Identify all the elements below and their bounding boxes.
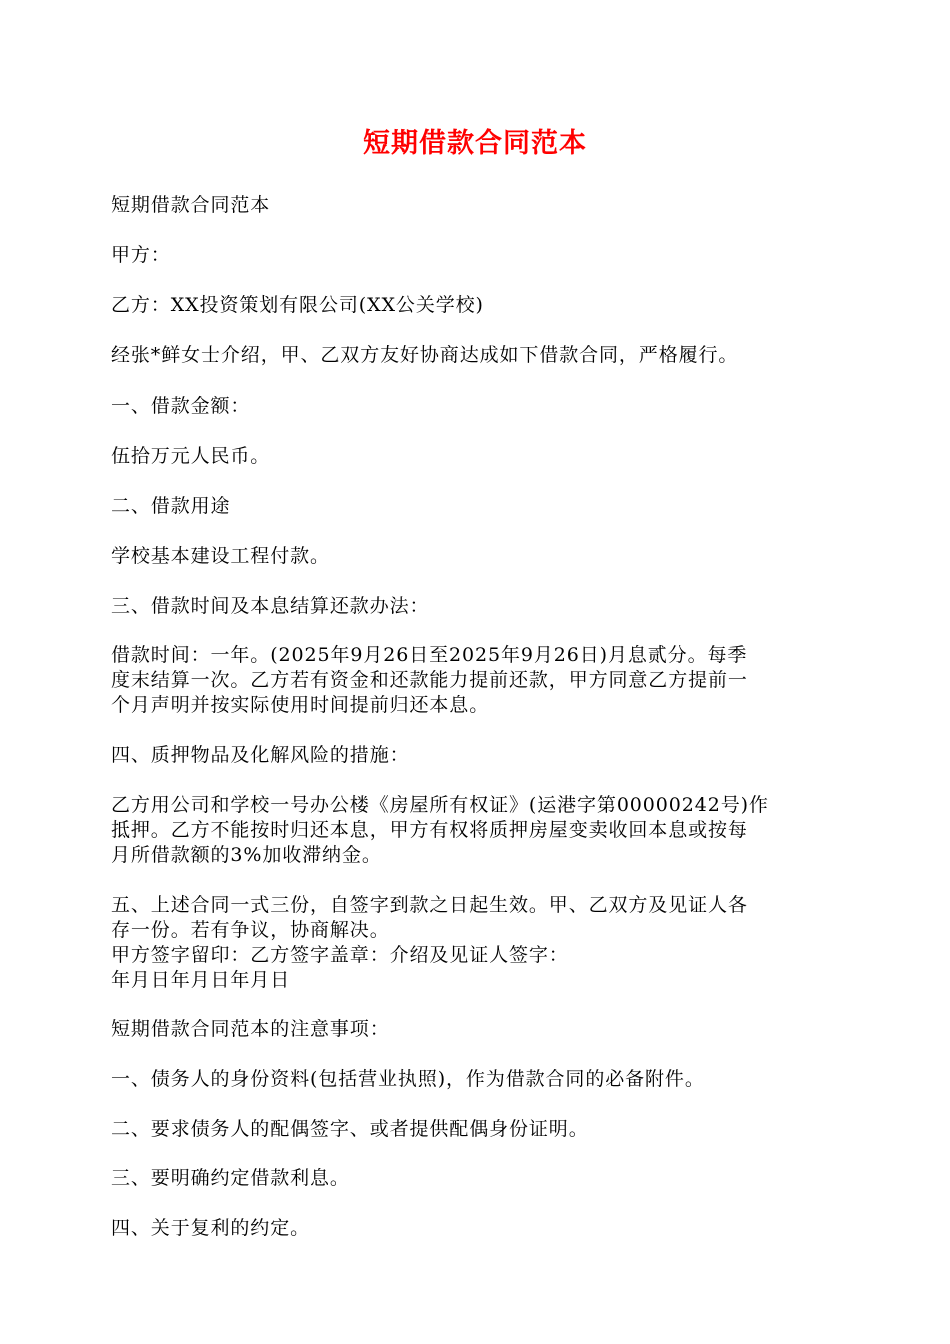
section4-line: 月所借款额的3%加收滞纳金。 (111, 844, 382, 866)
document-subtitle: 短期借款合同范本 (111, 194, 271, 216)
party-a: 甲方： (111, 244, 171, 266)
section2-body: 学校基本建设工程付款。 (111, 545, 330, 567)
section5-line: 五、上述合同一式三份，自签字到款之日起生效。甲、乙双方及见证人各 (111, 894, 748, 916)
note-item-2: 二、要求债务人的配偶签字、或者提供配偶身份证明。 (111, 1118, 589, 1140)
date-line: 年月日年月日年月日 (111, 969, 291, 991)
section4-line: 抵押。乙方不能按时归还本息，甲方有权将质押房屋变卖收回本息或按每 (111, 819, 748, 841)
section3-line: 借款时间：一年。(2025年9月26日至2025年9月26日)月息贰分。每季 (111, 644, 748, 666)
section4-line: 乙方用公司和学校一号办公楼《房屋所有权证》(运港字第00000242号)作 (111, 794, 769, 816)
document-title: 短期借款合同范本 (363, 128, 587, 159)
party-b: 乙方：XX投资策划有限公司(XX公关学校) (111, 294, 484, 316)
notes-heading: 短期借款合同范本的注意事项： (111, 1018, 390, 1040)
section5-body (111, 893, 841, 993)
note-item-3: 三、要明确约定借款利息。 (111, 1167, 350, 1189)
note-item-4: 四、关于复利的约定。 (111, 1217, 311, 1239)
intro-paragraph: 经张*鲜女士介绍，甲、乙双方友好协商达成如下借款合同，严格履行。 (111, 344, 739, 366)
signature-line: 甲方签字留印：乙方签字盖章：介绍及见证人签字： (111, 944, 569, 966)
section4-heading: 四、质押物品及化解风险的措施： (111, 744, 410, 766)
section3-line: 个月声明并按实际使用时间提前归还本息。 (111, 694, 490, 716)
note-item-1: 一、债务人的身份资料(包括营业执照)，作为借款合同的必备附件。 (111, 1068, 705, 1090)
section1-body: 伍拾万元人民币。 (111, 445, 271, 467)
section2-heading: 二、借款用途 (111, 495, 231, 517)
section4-body (111, 793, 841, 868)
section3-heading: 三、借款时间及本息结算还款办法： (111, 595, 430, 617)
section3-line: 度末结算一次。乙方若有资金和还款能力提前还款，甲方同意乙方提前一 (111, 669, 748, 691)
section1-heading: 一、借款金额： (111, 395, 251, 417)
section5-line: 存一份。若有争议，协商解决。 (111, 919, 390, 941)
section3-body (111, 643, 841, 718)
